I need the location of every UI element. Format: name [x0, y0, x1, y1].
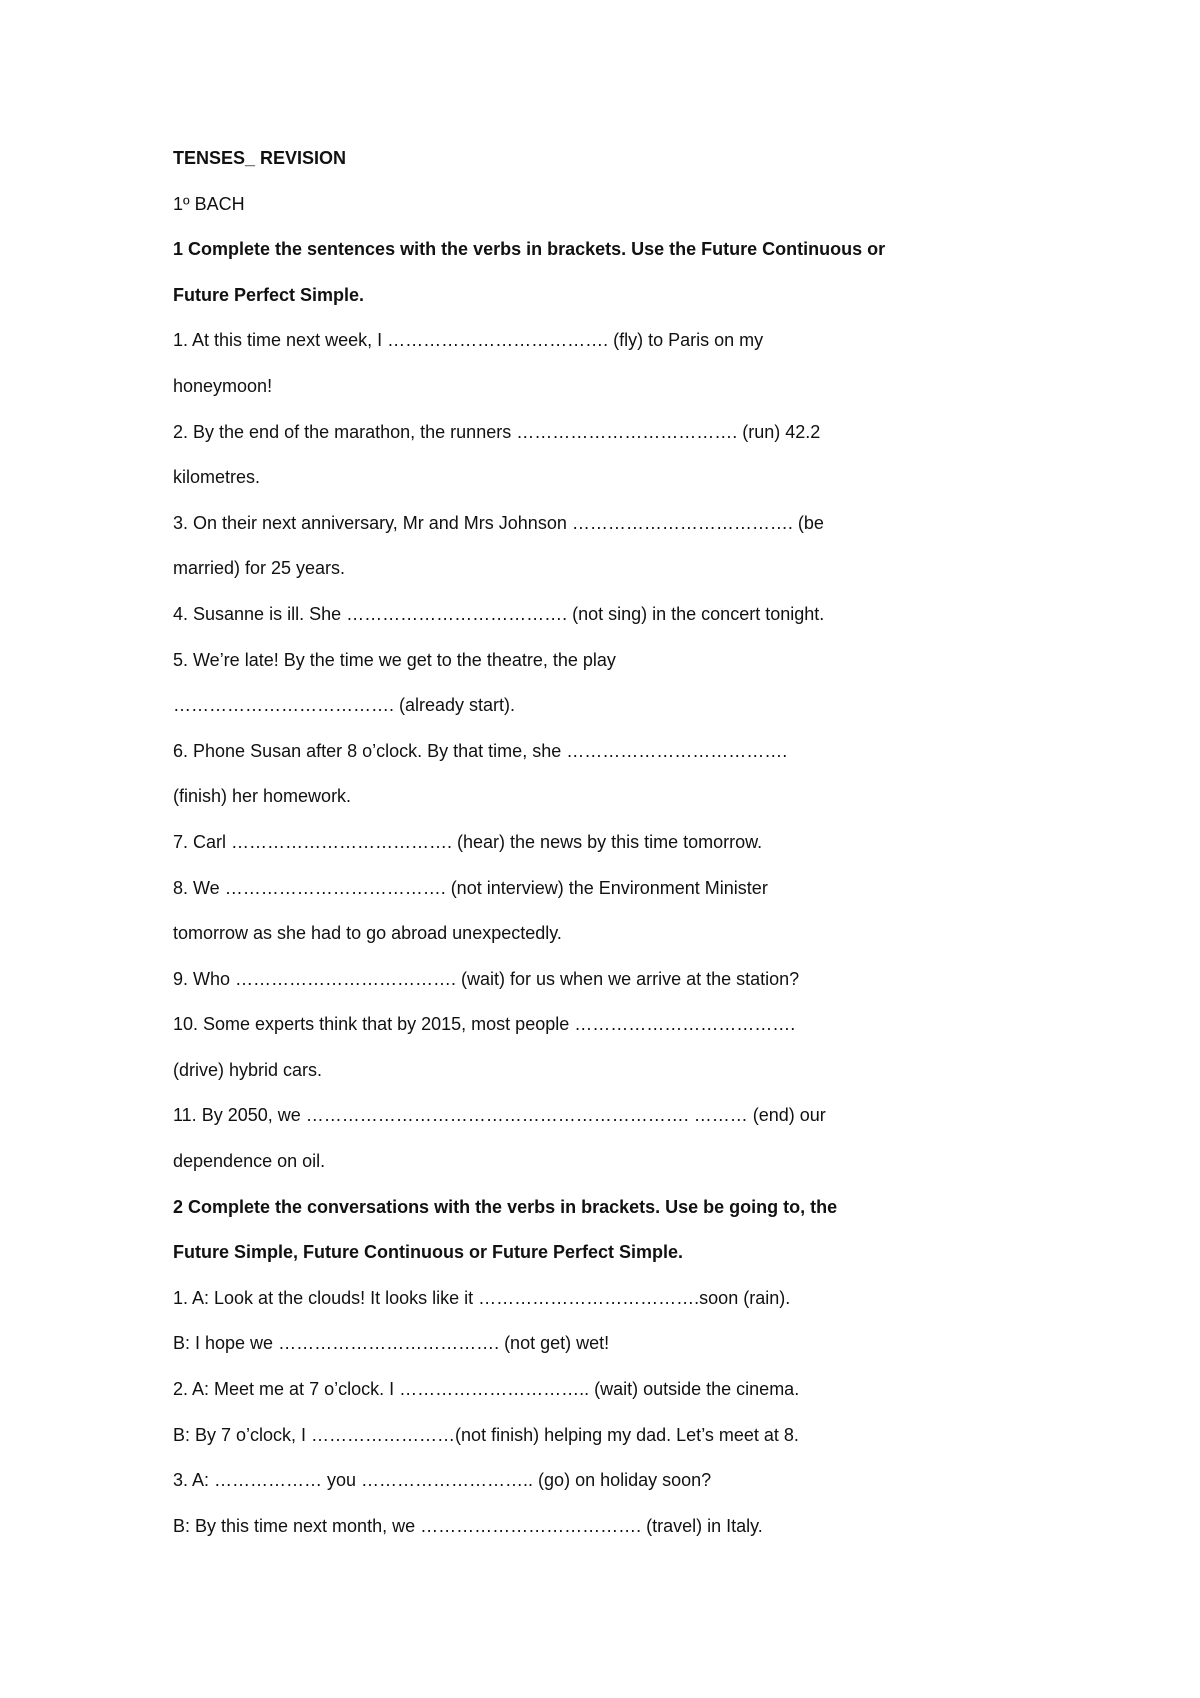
exercise-1-line: 10. Some experts think that by 2015, most people ………………………………. [173, 1014, 796, 1035]
exercise-1-line: ………………………………. (already start). [173, 695, 516, 716]
exercise-1-line: 1. At this time next week, I ………………………………. (fly) to Paris on my [173, 330, 764, 351]
exercise-2-line: 2. A: Meet me at 7 o’clock. I ………………………….. (wait) outside the cinema. [173, 1379, 800, 1400]
exercise-1-line: 4. Susanne is ill. She ………………………………. (not sing) in the concert tonight. [173, 603, 825, 624]
exercise-1-instruction-continued: Future Perfect Simple. [173, 284, 365, 305]
document-level: 1º BACH [173, 193, 245, 214]
exercise-2-line: B: By this time next month, we ………………………………. (travel) in Italy. [173, 1515, 763, 1536]
exercise-1-line: kilometres. [173, 467, 261, 488]
exercise-1-line: 2. By the end of the marathon, the runners ………………………………. (run) 42.2 [173, 421, 821, 442]
exercise-1-line: 11. By 2050, we ………………………………………………………. ……… (end) our [173, 1105, 826, 1126]
exercise-1-line: 7. Carl ………………………………. (hear) the news by this time tomorrow. [173, 831, 763, 852]
document-title: TENSES_ REVISION [173, 148, 347, 168]
exercise-1-line: 3. On their next anniversary, Mr and Mrs Johnson ………………………………. (be [173, 512, 824, 533]
exercise-1-line: 8. We ………………………………. (not interview) the Environment Minister [173, 877, 768, 898]
exercise-2-line: B: By 7 o’clock, I ……………………(not finish) helping my dad. Let’s meet at 8. [173, 1424, 799, 1445]
document-content [173, 146, 1073, 1559]
exercise-1-line: (finish) her homework. [173, 786, 352, 807]
exercise-1-line: married) for 25 years. [173, 558, 346, 579]
exercise-1-line: tomorrow as she had to go abroad unexpectedly. [173, 923, 562, 944]
exercise-1-line: dependence on oil. [173, 1151, 326, 1172]
exercise-1-line: 5. We’re late! By the time we get to the theatre, the play [173, 649, 616, 670]
exercise-1-line: 9. Who ………………………………. (wait) for us when we arrive at the station? [173, 968, 800, 989]
exercise-2-instruction: 2 Complete the conversations with the verbs in brackets. Use be going to, the [173, 1196, 838, 1217]
exercise-2-line: B: I hope we ………………………………. (not get) wet! [173, 1333, 610, 1354]
exercise-2-instruction-continued: Future Simple, Future Continuous or Future Perfect Simple. [173, 1242, 684, 1263]
exercise-1-line: 6. Phone Susan after 8 o’clock. By that time, she ………………………………. [173, 740, 788, 761]
exercise-1-instruction: 1 Complete the sentences with the verbs in brackets. Use the Future Continuous or [173, 239, 886, 260]
exercise-1-line: (drive) hybrid cars. [173, 1059, 323, 1080]
exercise-2-line: 1. A: Look at the clouds! It looks like it ……………………………….soon (rain). [173, 1287, 791, 1308]
exercise-2-line: 3. A: ……………… you ……………………….. (go) on holiday soon? [173, 1470, 712, 1491]
exercise-1-line: honeymoon! [173, 375, 273, 396]
